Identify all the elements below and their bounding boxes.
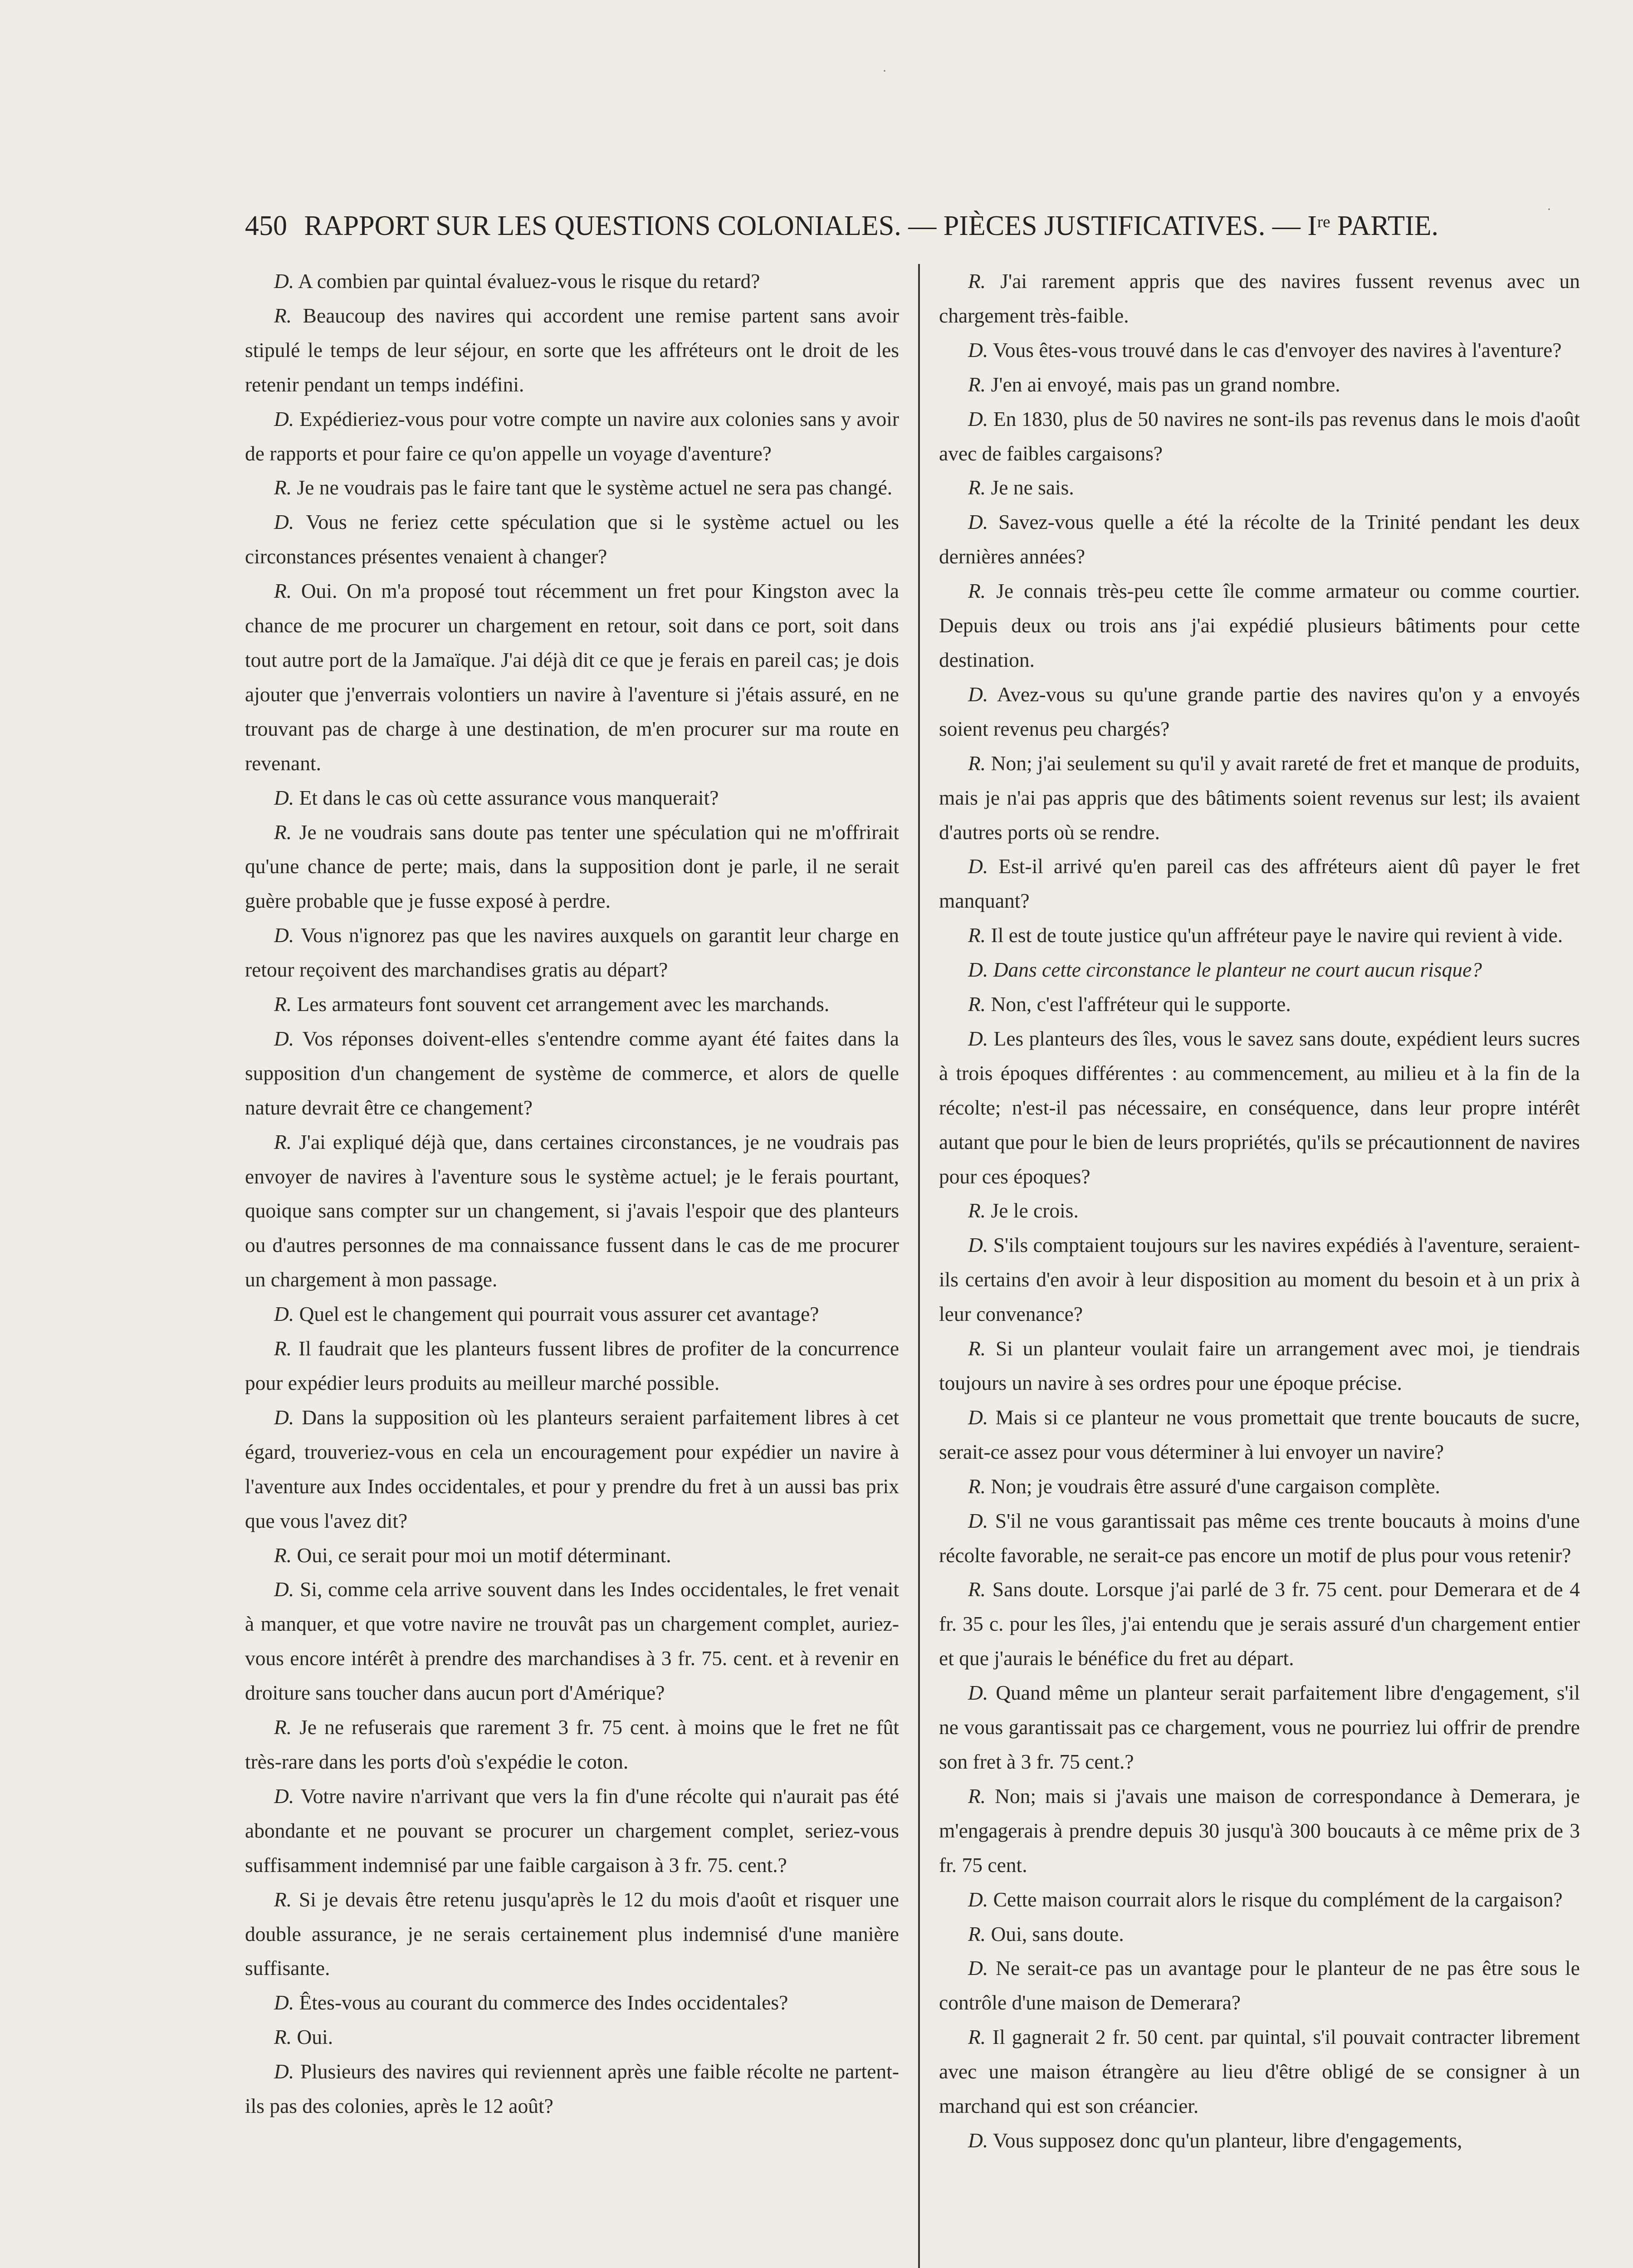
- qa-paragraph: [245, 402, 899, 471]
- qa-paragraph: [245, 1331, 899, 1400]
- speaker-label: D.: [968, 855, 988, 878]
- paragraph-text: Je ne sais.: [991, 476, 1074, 499]
- paragraph-text: Dans la supposition où les planteurs seraient parfaitement libres à cet égard, trouveriez-vous en cela un encouragement pour expédier un navire à l'aventure aux Indes occidentales, et pour y prendre du fret à un aussi bas prix que vous l'avez dit?: [245, 1405, 899, 1532]
- speaker-label: D.: [274, 1784, 294, 1808]
- speaker-label: D.: [968, 1026, 988, 1050]
- qa-paragraph: [939, 367, 1580, 402]
- paragraph-text: Je le crois.: [991, 1199, 1079, 1222]
- speaker-label: R.: [968, 992, 986, 1016]
- speaker-label: D.: [968, 407, 988, 430]
- qa-paragraph: [245, 1779, 899, 1882]
- speaker-label: D.: [274, 1405, 294, 1429]
- qa-paragraph: [939, 677, 1580, 746]
- page-number: 450: [245, 210, 287, 241]
- qa-paragraph: [245, 298, 899, 402]
- speaker-label: D.: [968, 1405, 988, 1429]
- paragraph-text: Cette maison courrait alors le risque du complément de la cargaison?: [993, 1887, 1563, 1911]
- speaker-label: D.: [274, 1026, 294, 1050]
- paragraph-text: S'il ne vous garantissait pas même ces trente boucauts à moins d'une récolte favorable, ne serait-ce pas encore un motif de plus pour vous retenir?: [939, 1509, 1580, 1567]
- paragraph-text: Votre navire n'arrivant que vers la fin d'une récolte qui n'aurait pas été abondante et ne pouvant se procurer un chargement complet, seriez-vous suffisamment indemnisé par une faible cargaison à 3 fr. 75. cent.?: [245, 1784, 899, 1877]
- paragraph-text: Mais si ce planteur ne vous promettait que trente boucauts de sucre, serait-ce assez pour vous déterminer à lui envoyer un navire?: [939, 1405, 1580, 1463]
- qa-paragraph: [939, 953, 1580, 987]
- qa-paragraph: [245, 1297, 899, 1331]
- qa-paragraph: [939, 1572, 1580, 1676]
- paragraph-text: Non; j'ai seulement su qu'il y avait rareté de fret et manque de produits, mais je n'ai pas appris que des bâtiments soient revenus sur lest; ils avaient d'autres ports où se rendre.: [939, 751, 1580, 844]
- speaker-label: R.: [968, 1922, 986, 1945]
- speaker-label: R.: [274, 1716, 292, 1739]
- qa-paragraph: [245, 1125, 899, 1297]
- paragraph-text: Vos réponses doivent-elles s'entendre comme ayant été faites dans la supposition d'un changement de système de commerce, et alors de quelle nature devrait être ce changement?: [245, 1026, 899, 1119]
- speaker-label: R.: [274, 579, 292, 603]
- qa-paragraph: [245, 1710, 899, 1779]
- paragraph-text: J'ai expliqué déjà que, dans certaines circonstances, je ne voudrais pas envoyer de navires à l'aventure sous le système actuel; je le ferais pourtant, quoique sans compter sur un changement, si j'avais l'espoir que des planteurs ou d'autres personnes de ma connaissance fussent dans le cas de me procurer un chargement à mon passage.: [245, 1130, 900, 1291]
- paragraph-text: Ne serait-ce pas un avantage pour le planteur de ne pas être sous le contrôle d'une maison de Demerara?: [939, 1956, 1580, 2014]
- paragraph-text: Vous supposez donc qu'un planteur, libre d'engagements,: [993, 2128, 1462, 2152]
- qa-paragraph: [939, 1469, 1580, 1504]
- qa-paragraph: [939, 402, 1580, 471]
- qa-paragraph: [245, 1538, 899, 1573]
- paragraph-text: Dans cette circonstance le planteur ne court aucun risque?: [993, 958, 1482, 982]
- speaker-label: D.: [968, 1509, 988, 1532]
- speaker-label: R.: [968, 269, 986, 293]
- qa-paragraph: [939, 1951, 1580, 2020]
- qa-paragraph: [939, 1676, 1580, 1779]
- qa-paragraph: [245, 1572, 899, 1710]
- qa-paragraph: [939, 333, 1580, 367]
- speaker-label: D.: [274, 924, 294, 947]
- qa-paragraph: [939, 1331, 1580, 1400]
- qa-paragraph: [939, 1022, 1580, 1194]
- paragraph-text: J'en ai envoyé, mais pas un grand nombre.: [991, 372, 1340, 396]
- speaker-label: R.: [968, 372, 986, 396]
- speaker-label: D.: [274, 1578, 294, 1601]
- qa-paragraph: [939, 1193, 1580, 1228]
- qa-paragraph: [245, 815, 899, 919]
- qa-paragraph: [939, 1917, 1580, 1951]
- qa-paragraph: [939, 470, 1580, 505]
- paragraph-text: Les planteurs des îles, vous le savez sans doute, expédient leurs sucres à trois époques différentes : au commencement, au milieu et à la fin de la récolte; n'est-il pas nécessaire, en conséquence, dans leur propre intérêt autant que pour le bien de leurs propriétés, qu'ils se précautionnent de navires pour ces époques?: [939, 1026, 1580, 1188]
- page-header: [245, 208, 1515, 244]
- qa-paragraph: [939, 746, 1580, 850]
- paragraph-text: Et dans le cas où cette assurance vous manquerait?: [299, 786, 719, 809]
- qa-paragraph: [939, 918, 1580, 953]
- qa-paragraph: [245, 918, 899, 987]
- paragraph-text: Je connais très-peu cette île comme armateur ou comme courtier. Depuis deux ou trois ans j'ai expédié plusieurs bâtiments pour cette destination.: [939, 579, 1580, 671]
- paragraph-text: A combien par quintal évaluez-vous le risque du retard?: [298, 269, 760, 293]
- column-divider: [918, 264, 920, 2268]
- qa-paragraph: [245, 470, 899, 505]
- qa-paragraph: [939, 505, 1580, 574]
- paragraph-text: En 1830, plus de 50 navires ne sont-ils pas revenus dans le mois d'août avec de faibles cargaisons?: [939, 407, 1580, 465]
- paragraph-text: Oui. On m'a proposé tout récemment un fret pour Kingston avec la chance de me procurer un chargement en retour, soit dans ce port, soit dans tout autre port de la Jamaïque. J'ai déjà dit ce que je ferais en pareil cas; je dois ajouter que j'enverrais volontiers un navire à l'aventure si j'étais assuré, en ne trouvant pas de charge à une destination, de m'en procurer sur ma route en revenant.: [245, 579, 899, 775]
- speaker-label: R.: [274, 1887, 292, 1911]
- speaker-label: R.: [968, 1199, 986, 1222]
- paragraph-text: Si, comme cela arrive souvent dans les Indes occidentales, le fret venait à manquer, et que votre navire ne trouvât pas un chargement complet, auriez-vous encore intérêt à prendre des marchandises à 3 fr. 75. cent. et à revenir en droiture sans toucher dans aucun port d'Amérique?: [245, 1578, 900, 1705]
- paragraph-text: Oui, ce serait pour moi un motif déterminant.: [297, 1543, 671, 1567]
- qa-paragraph: [245, 1985, 899, 2020]
- paragraph-text: Il faudrait que les planteurs fussent libres de profiter de la concurrence pour expédier leurs produits au meilleur marché possible.: [245, 1337, 900, 1394]
- speaker-label: R.: [968, 1474, 986, 1498]
- paragraph-text: Plusieurs des navires qui reviennent après une faible récolte ne partent-ils pas des colonies, après le 12 août?: [245, 2060, 899, 2118]
- speaker-label: D.: [274, 510, 294, 534]
- speaker-label: D.: [968, 1681, 988, 1705]
- speaker-label: R.: [968, 1578, 986, 1601]
- paragraph-text: Non; mais si j'avais une maison de correspondance à Demerara, je m'engagerais à prendre depuis 30 jusqu'à 300 boucauts à ce même prix de 3 fr. 75 cent.: [939, 1784, 1580, 1877]
- print-speck: ·: [1547, 202, 1551, 217]
- paragraph-text: Quel est le changement qui pourrait vous assurer cet avantage?: [299, 1302, 819, 1326]
- speaker-label: D.: [274, 1302, 294, 1326]
- qa-paragraph: [939, 574, 1580, 677]
- paragraph-text: Les armateurs font souvent cet arrangement avec les marchands.: [297, 992, 830, 1016]
- right-column: [939, 264, 1580, 2158]
- paragraph-text: Est-il arrivé qu'en pareil cas des affréteurs aient dû payer le fret manquant?: [939, 855, 1580, 913]
- speaker-label: D.: [968, 1956, 988, 1980]
- paragraph-text: Beaucoup des navires qui accordent une remise partent sans avoir stipulé le temps de leur séjour, en sorte que les affréteurs ont le droit de les retenir pendant un temps indéfini.: [245, 303, 900, 396]
- speaker-label: R.: [968, 579, 986, 603]
- left-column: [245, 264, 899, 2123]
- paragraph-text: Je ne voudrais sans doute pas tenter une spéculation qui ne m'offrirait qu'une chance de perte; mais, dans la supposition dont je parle, il ne serait guère probable que je fusse exposé à perdre.: [245, 820, 899, 913]
- qa-paragraph: [245, 264, 899, 298]
- speaker-label: D.: [968, 1887, 988, 1911]
- speaker-label: D.: [968, 338, 988, 362]
- speaker-label: R.: [968, 1337, 986, 1360]
- speaker-label: R.: [274, 1337, 292, 1360]
- qa-paragraph: [939, 1400, 1580, 1469]
- paragraph-text: Il est de toute justice qu'un affréteur paye le navire qui revient à vide.: [991, 924, 1563, 947]
- print-speck: ·: [882, 64, 887, 78]
- speaker-label: R.: [968, 2025, 986, 2049]
- speaker-label: R.: [968, 1784, 986, 1808]
- speaker-label: D.: [968, 2128, 988, 2152]
- qa-paragraph: [245, 987, 899, 1022]
- paragraph-text: Savez-vous quelle a été la récolte de la Trinité pendant les deux dernières années?: [939, 510, 1580, 568]
- paragraph-text: J'ai rarement appris que des navires fussent revenus avec un chargement très-faible.: [939, 269, 1580, 327]
- qa-paragraph: [939, 1882, 1580, 1917]
- speaker-label: D.: [968, 1233, 988, 1257]
- speaker-label: R.: [274, 992, 292, 1016]
- paragraph-text: Avez-vous su qu'une grande partie des navires qu'on y a envoyés soient revenus peu chargés?: [939, 682, 1580, 740]
- paragraph-text: Êtes-vous au courant du commerce des Indes occidentales?: [299, 1991, 788, 2014]
- paragraph-text: Oui.: [297, 2025, 333, 2049]
- qa-paragraph: [245, 505, 899, 574]
- speaker-label: R.: [968, 751, 986, 775]
- speaker-label: R.: [274, 1543, 292, 1567]
- qa-paragraph: [939, 1504, 1580, 1573]
- speaker-label: R.: [274, 820, 292, 844]
- speaker-label: D.: [968, 958, 988, 982]
- running-title: RAPPORT SUR LES QUESTIONS COLONIALES. — PIÈCES JUSTIFICATIVES. — Iʳᵉ PARTIE.: [304, 210, 1438, 241]
- speaker-label: D.: [274, 1991, 294, 2014]
- qa-paragraph: [245, 1022, 899, 1125]
- qa-paragraph: [245, 2054, 899, 2123]
- speaker-label: D.: [274, 407, 294, 430]
- paragraph-text: Expédieriez-vous pour votre compte un navire aux colonies sans y avoir de rapports et pour faire ce qu'on appelle un voyage d'aventure?: [245, 407, 899, 465]
- paragraph-text: Vous êtes-vous trouvé dans le cas d'envoyer des navires à l'aventure?: [993, 338, 1562, 362]
- qa-paragraph: [939, 2020, 1580, 2123]
- qa-paragraph: [245, 781, 899, 815]
- qa-paragraph: [939, 2123, 1580, 2158]
- speaker-label: R.: [968, 924, 986, 947]
- speaker-label: R.: [274, 303, 292, 327]
- qa-paragraph: [939, 264, 1580, 333]
- qa-paragraph: [245, 1400, 899, 1538]
- paragraph-text: Je ne refuserais que rarement 3 fr. 75 cent. à moins que le fret ne fût très-rare dans les ports d'où s'expédie le coton.: [245, 1716, 900, 1773]
- paragraph-text: Vous ne feriez cette spéculation que si le système actuel ou les circonstances présentes venaient à changer?: [245, 510, 900, 568]
- qa-paragraph: [245, 2020, 899, 2054]
- paragraph-text: Non, c'est l'affréteur qui le supporte.: [991, 992, 1291, 1016]
- speaker-label: D.: [274, 2060, 294, 2083]
- qa-paragraph: [939, 987, 1580, 1022]
- speaker-label: R.: [274, 2025, 292, 2049]
- paragraph-text: Je ne voudrais pas le faire tant que le système actuel ne sera pas changé.: [297, 476, 893, 499]
- paragraph-text: Oui, sans doute.: [991, 1922, 1124, 1945]
- speaker-label: D.: [968, 682, 988, 706]
- paragraph-text: Vous n'ignorez pas que les navires auxquels on garantit leur charge en retour reçoivent des marchandises gratis au départ?: [245, 924, 899, 982]
- qa-paragraph: [939, 1228, 1580, 1331]
- qa-paragraph: [245, 1882, 899, 1986]
- paragraph-text: Il gagnerait 2 fr. 50 cent. par quintal, s'il pouvait contracter librement avec une maison étrangère au lieu d'être obligé de se consigner à un marchand qui est son créancier.: [939, 2025, 1580, 2118]
- speaker-label: D.: [274, 269, 294, 293]
- speaker-label: D.: [968, 510, 988, 534]
- qa-paragraph: [939, 849, 1580, 918]
- speaker-label: R.: [968, 476, 986, 499]
- qa-paragraph: [939, 1779, 1580, 1882]
- paragraph-text: Non; je voudrais être assuré d'une cargaison complète.: [991, 1474, 1440, 1498]
- paragraph-text: Quand même un planteur serait parfaitement libre d'engagement, s'il ne vous garantissait pas ce chargement, vous ne pourriez lui offrir de prendre son fret à 3 fr. 75 cent.?: [939, 1681, 1580, 1773]
- speaker-label: R.: [274, 1130, 292, 1154]
- paragraph-text: Si un planteur voulait faire un arrangement avec moi, je tiendrais toujours un navire à ses ordres pour une époque précise.: [939, 1337, 1580, 1394]
- qa-paragraph: [245, 574, 899, 780]
- paragraph-text: S'ils comptaient toujours sur les navires expédiés à l'aventure, seraient-ils certains d'en avoir à leur disposition au moment du besoin et à un prix à leur convenance?: [939, 1233, 1580, 1326]
- paragraph-text: Sans doute. Lorsque j'ai parlé de 3 fr. 75 cent. pour Demerara et de 4 fr. 35 c. pour les îles, j'ai entendu que je serais assuré d'un chargement entier et que j'aurais le bénéfice du fret au départ.: [939, 1578, 1580, 1670]
- speaker-label: R.: [274, 476, 292, 499]
- paragraph-text: Si je devais être retenu jusqu'après le 12 du mois d'août et risquer une double assurance, je ne serais certainement plus indemnisé d'une manière suffisante.: [245, 1887, 900, 1980]
- speaker-label: D.: [274, 786, 294, 809]
